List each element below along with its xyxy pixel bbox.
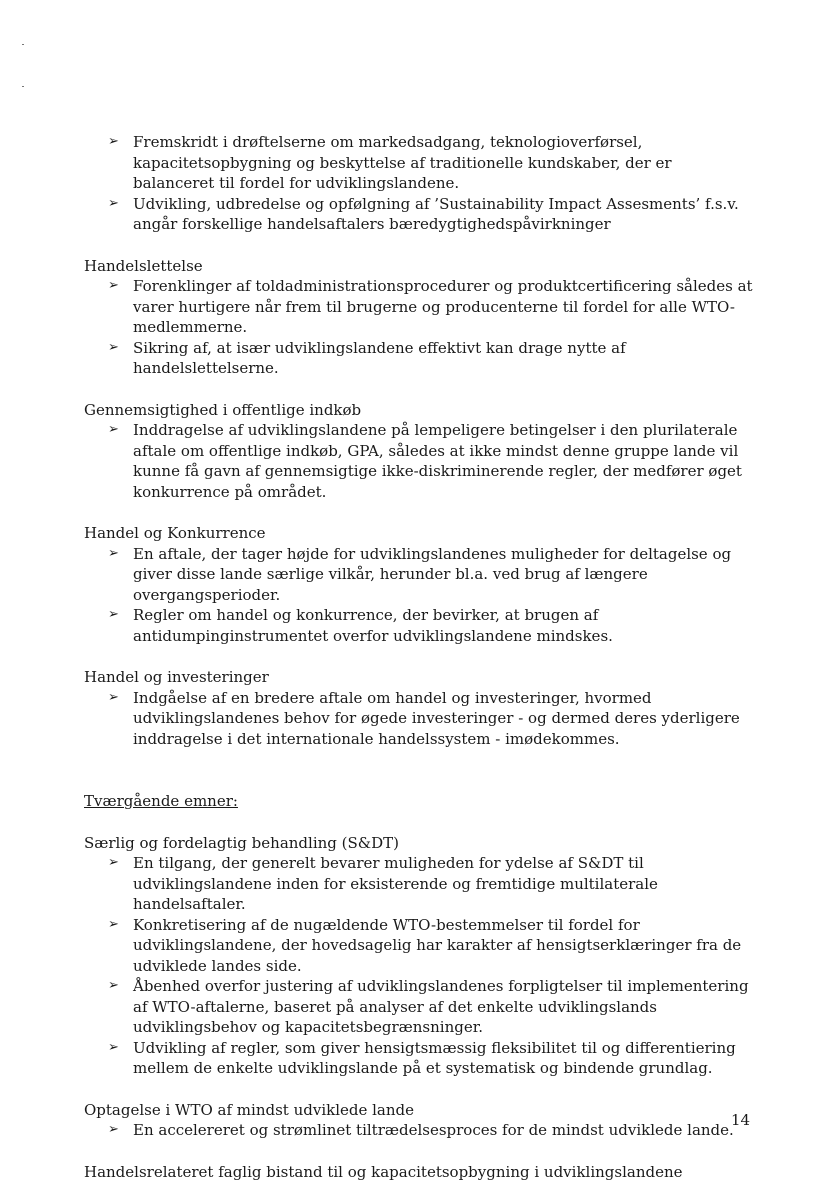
- section-offentlige-indkob: [84, 400, 754, 503]
- scan-speck: [22, 44, 24, 45]
- section-list: [84, 276, 754, 379]
- list-item: [84, 544, 754, 606]
- list-item-text: Sikring af, at især udviklingslandene effektivt kan drage nytte af handelslettelserne.: [133, 339, 626, 378]
- arrow-bullet-icon: ➢: [108, 132, 119, 153]
- section-heading: Handelslettelse: [84, 256, 754, 277]
- arrow-bullet-icon: ➢: [108, 976, 119, 997]
- arrow-bullet-icon: ➢: [108, 1120, 119, 1141]
- section-list: [84, 1120, 754, 1141]
- list-item: [84, 194, 754, 235]
- arrow-bullet-icon: ➢: [108, 853, 119, 874]
- list-item-text: Udvikling af regler, som giver hensigtsmæssig fleksibilitet til og differentiering mellem de enkelte udviklingslande på et systematisk og bindende grundlag.: [133, 1039, 736, 1078]
- cross-cutting-title: Tværgående emner:: [84, 791, 754, 812]
- scan-speck: [22, 86, 24, 87]
- list-item: [84, 976, 754, 1038]
- list-item-text: Fremskridt i drøftelserne om markedsadgang, teknologioverførsel, kapacitetsopbygning og beskyttelse af traditionelle kundskaber, der er balanceret til fordel for udviklingslandene.: [133, 133, 672, 192]
- list-item-text: Forenklinger af toldadministrationsprocedurer og produktcertificering således at varer hurtigere når frem til brugerne og producenterne til fordel for alle WTO-medlemmerne.: [133, 277, 753, 336]
- section-sdt: [84, 833, 754, 1079]
- section-heading: Handel og Konkurrence: [84, 523, 754, 544]
- section-heading: Optagelse i WTO af mindst udviklede lande: [84, 1100, 754, 1121]
- list-item: [84, 853, 754, 915]
- list-item: [84, 276, 754, 338]
- list-item: [84, 338, 754, 379]
- list-item-text: En accelereret og strømlinet tiltrædelsesproces for de mindst udviklede lande.: [133, 1121, 734, 1139]
- list-item: [84, 605, 754, 646]
- list-item: [84, 1038, 754, 1079]
- section-list: [84, 688, 754, 750]
- list-item-text: Inddragelse af udviklingslandene på lempeligere betingelser i den plurilaterale aftale om offentlige indkøb, GPA, således at ikke mindst denne gruppe lande vil kunne få gavn af gennemsigtige ikke-diskriminerende regler, der medfører øget konkurrence på området.: [133, 421, 742, 501]
- section-heading: Handel og investeringer: [84, 667, 754, 688]
- list-item: [84, 132, 754, 194]
- section-list: [84, 420, 754, 502]
- section-heading: Særlig og fordelagtig behandling (S&DT): [84, 833, 754, 854]
- final-heading: Handelsrelateret faglig bistand til og kapacitetsopbygning i udviklingslandene: [84, 1162, 754, 1182]
- section-heading: Gennemsigtighed i offentlige indkøb: [84, 400, 754, 421]
- arrow-bullet-icon: ➢: [108, 194, 119, 215]
- list-item: [84, 688, 754, 750]
- arrow-bullet-icon: ➢: [108, 1038, 119, 1059]
- section-handel-investeringer: [84, 667, 754, 749]
- arrow-bullet-icon: ➢: [108, 605, 119, 626]
- page-number: 14: [731, 1110, 750, 1131]
- section-handel-konkurrence: [84, 523, 754, 646]
- section-ldc-accession: [84, 1100, 754, 1141]
- list-item-text: Regler om handel og konkurrence, der bevirker, at brugen af antidumpinginstrumentet overfor udviklingslandene mindskes.: [133, 606, 613, 645]
- list-item: [84, 1120, 754, 1141]
- arrow-bullet-icon: ➢: [108, 338, 119, 359]
- list-item-text: En tilgang, der generelt bevarer muligheden for ydelse af S&DT til udviklingslandene inden for eksisterende og fremtidige multilaterale handelsaftaler.: [133, 854, 658, 913]
- arrow-bullet-icon: ➢: [108, 276, 119, 297]
- arrow-bullet-icon: ➢: [108, 915, 119, 936]
- section-list: [84, 544, 754, 647]
- intro-list: [84, 132, 754, 235]
- section-list: [84, 853, 754, 1079]
- list-item: [84, 420, 754, 502]
- section-handelslettelse: [84, 256, 754, 379]
- arrow-bullet-icon: ➢: [108, 688, 119, 709]
- list-item-text: Udvikling, udbredelse og opfølgning af ’Sustainability Impact Assesments’ f.s.v. angår forskellige handelsaftalers bæredygtighedspåvirkninger: [133, 195, 739, 234]
- arrow-bullet-icon: ➢: [108, 544, 119, 565]
- list-item-text: En aftale, der tager højde for udviklingslandenes muligheder for deltagelse og giver disse lande særlige vilkår, herunder bl.a. ved brug af længere overgangsperioder.: [133, 545, 731, 604]
- document-page: [84, 132, 754, 1182]
- list-item-text: Konkretisering af de nugældende WTO-bestemmelser til fordel for udviklingslandene, der hovedsagelig har karakter af hensigtserklæringer fra de udviklede landes side.: [133, 916, 741, 975]
- list-item-text: Åbenhed overfor justering af udviklingslandenes forpligtelser til implementering af WTO-aftalerne, baseret på analyser af det enkelte udviklingslands udviklingsbehov og kapacitetsbegrænsninger.: [133, 977, 749, 1036]
- arrow-bullet-icon: ➢: [108, 420, 119, 441]
- list-item-text: Indgåelse af en bredere aftale om handel og investeringer, hvormed udviklingslandenes behov for øgede investeringer - og dermed deres yderligere inddragelse i det internationale handelssystem - imødekommes.: [133, 689, 740, 748]
- list-item: [84, 915, 754, 977]
